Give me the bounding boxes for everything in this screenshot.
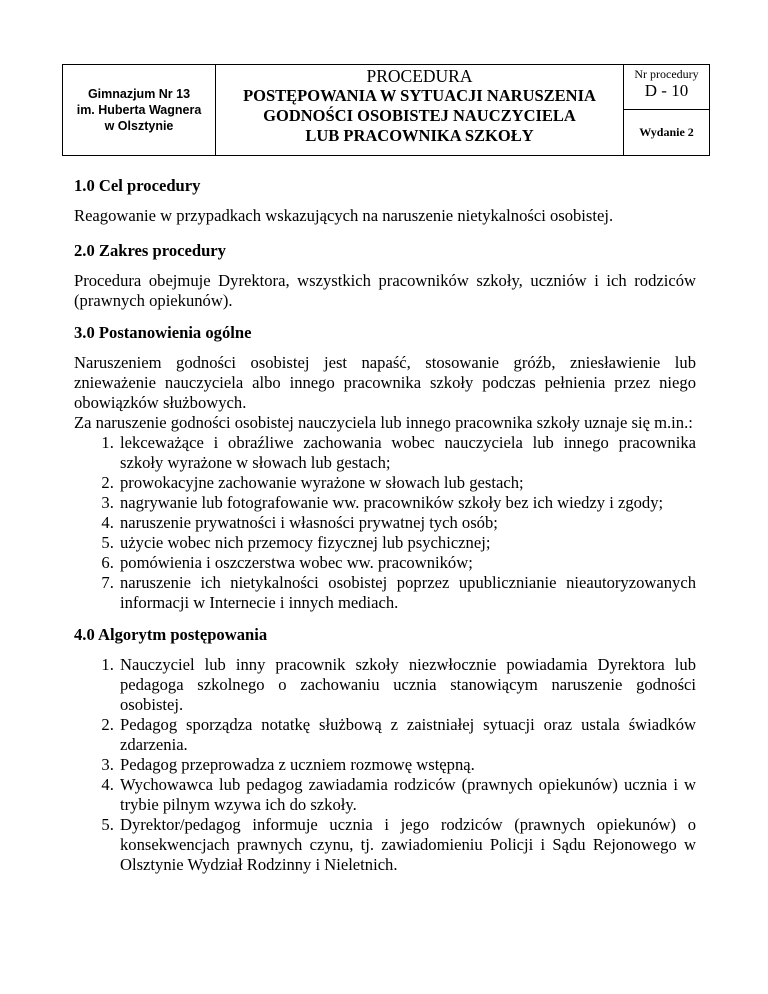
violations-list (74, 433, 696, 613)
list-item: 4. Wychowawca lub pedagog zawiadamia rodziców (prawnych opiekunów) ucznia i w trybie pilnym wzywa ich do szkoły. (118, 775, 696, 815)
procedure-title-line: POSTĘPOWANIA W SYTUACJI NARUSZENIA (243, 86, 596, 105)
list-item: 6. pomówienia i oszczerstwa wobec ww. pracowników; (118, 553, 696, 573)
procedure-title-cell (216, 65, 624, 156)
list-item: 2. Pedagog sporządza notatkę służbową z zaistniałej sytuacji oraz ustala świadków zdarzenia. (118, 715, 696, 755)
section-heading: 1.0 Cel procedury (74, 176, 201, 195)
school-line: im. Huberta Wagnera (76, 103, 202, 117)
document-header (62, 64, 710, 156)
procedure-title-line: GODNOŚCI OSOBISTEJ NAUCZYCIELA (263, 106, 576, 125)
document-body (74, 176, 696, 887)
section-general-provisions (74, 323, 696, 613)
procedure-title-line: LUB PRACOWNIKA SZKOŁY (305, 126, 534, 145)
school-line: Gimnazjum Nr 13 (87, 87, 191, 101)
section-text: Za naruszenie godności osobistej nauczyciela lub innego pracownika szkoły uznaje się m.in.: (74, 413, 693, 432)
list-item: 1. Nauczyciel lub inny pracownik szkoły niezwłocznie powiadamia Dyrektora lub pedagoga szkolnego o zachowaniu ucznia stanowiącym naruszenie godności osobistej. (118, 655, 696, 715)
list-item: 4. naruszenie prywatności i własności prywatnej tych osób; (118, 513, 696, 533)
school-line: w Olsztynie (104, 119, 174, 133)
list-item: 3. Pedagog przeprowadza z uczniem rozmowę wstępną. (118, 755, 696, 775)
list-item: 2. prowokacyjne zachowanie wyrażone w słowach lub gestach; (118, 473, 696, 493)
section-heading: 3.0 Postanowienia ogólne (74, 323, 252, 342)
procedure-title (216, 86, 623, 146)
algorithm-list (74, 655, 696, 875)
section-text: Reagowanie w przypadkach wskazujących na naruszenie nietykalności osobistej. (74, 206, 614, 225)
school-name (63, 65, 216, 156)
section-scope (74, 241, 696, 311)
section-text: Naruszeniem godności osobistej jest napaść, stosowanie gróźb, zniesławienie lub znieważenie nauczyciela albo innego pracownika szkoły podczas pełnienia przez niego obowiązków służbowych. (74, 353, 696, 412)
list-item: 7. naruszenie ich nietykalności osobistej poprzez upublicznianie nieautoryzowanych informacji w Internecie i innych mediach. (118, 573, 696, 613)
edition-label: Wydanie 2 (624, 110, 710, 156)
list-item: 1. lekceważące i obraźliwe zachowania wobec nauczyciela lub innego pracownika szkoły wyrażone w słowach lub gestach; (118, 433, 696, 473)
list-item: 5. użycie wobec nich przemocy fizycznej lub psychicznej; (118, 533, 696, 553)
procedure-number-cell (624, 65, 710, 110)
list-item: 5. Dyrektor/pedagog informuje ucznia i jego rodziców (prawnych opiekunów) o konsekwencjach prawnych czynu, tj. zawiadomieniu Policji i Sądu Rejonowego w Olsztynie Wydział Rodzinny i Nieletnich. (118, 815, 696, 875)
section-procedure-algorithm (74, 625, 696, 875)
list-item: 3. nagrywanie lub fotografowanie ww. pracowników szkoły bez ich wiedzy i zgody; (118, 493, 696, 513)
section-purpose (74, 176, 696, 226)
procedure-label: PROCEDURA (366, 66, 473, 86)
section-heading: 2.0 Zakres procedury (74, 241, 226, 260)
section-heading: 4.0 Algorytm postępowania (74, 625, 268, 644)
section-text: Procedura obejmuje Dyrektora, wszystkich pracowników szkoły, uczniów i ich rodziców (prawnych opiekunów). (74, 271, 696, 310)
procedure-number: D - 10 (644, 81, 689, 100)
procedure-number-label: Nr procedury (634, 67, 699, 81)
